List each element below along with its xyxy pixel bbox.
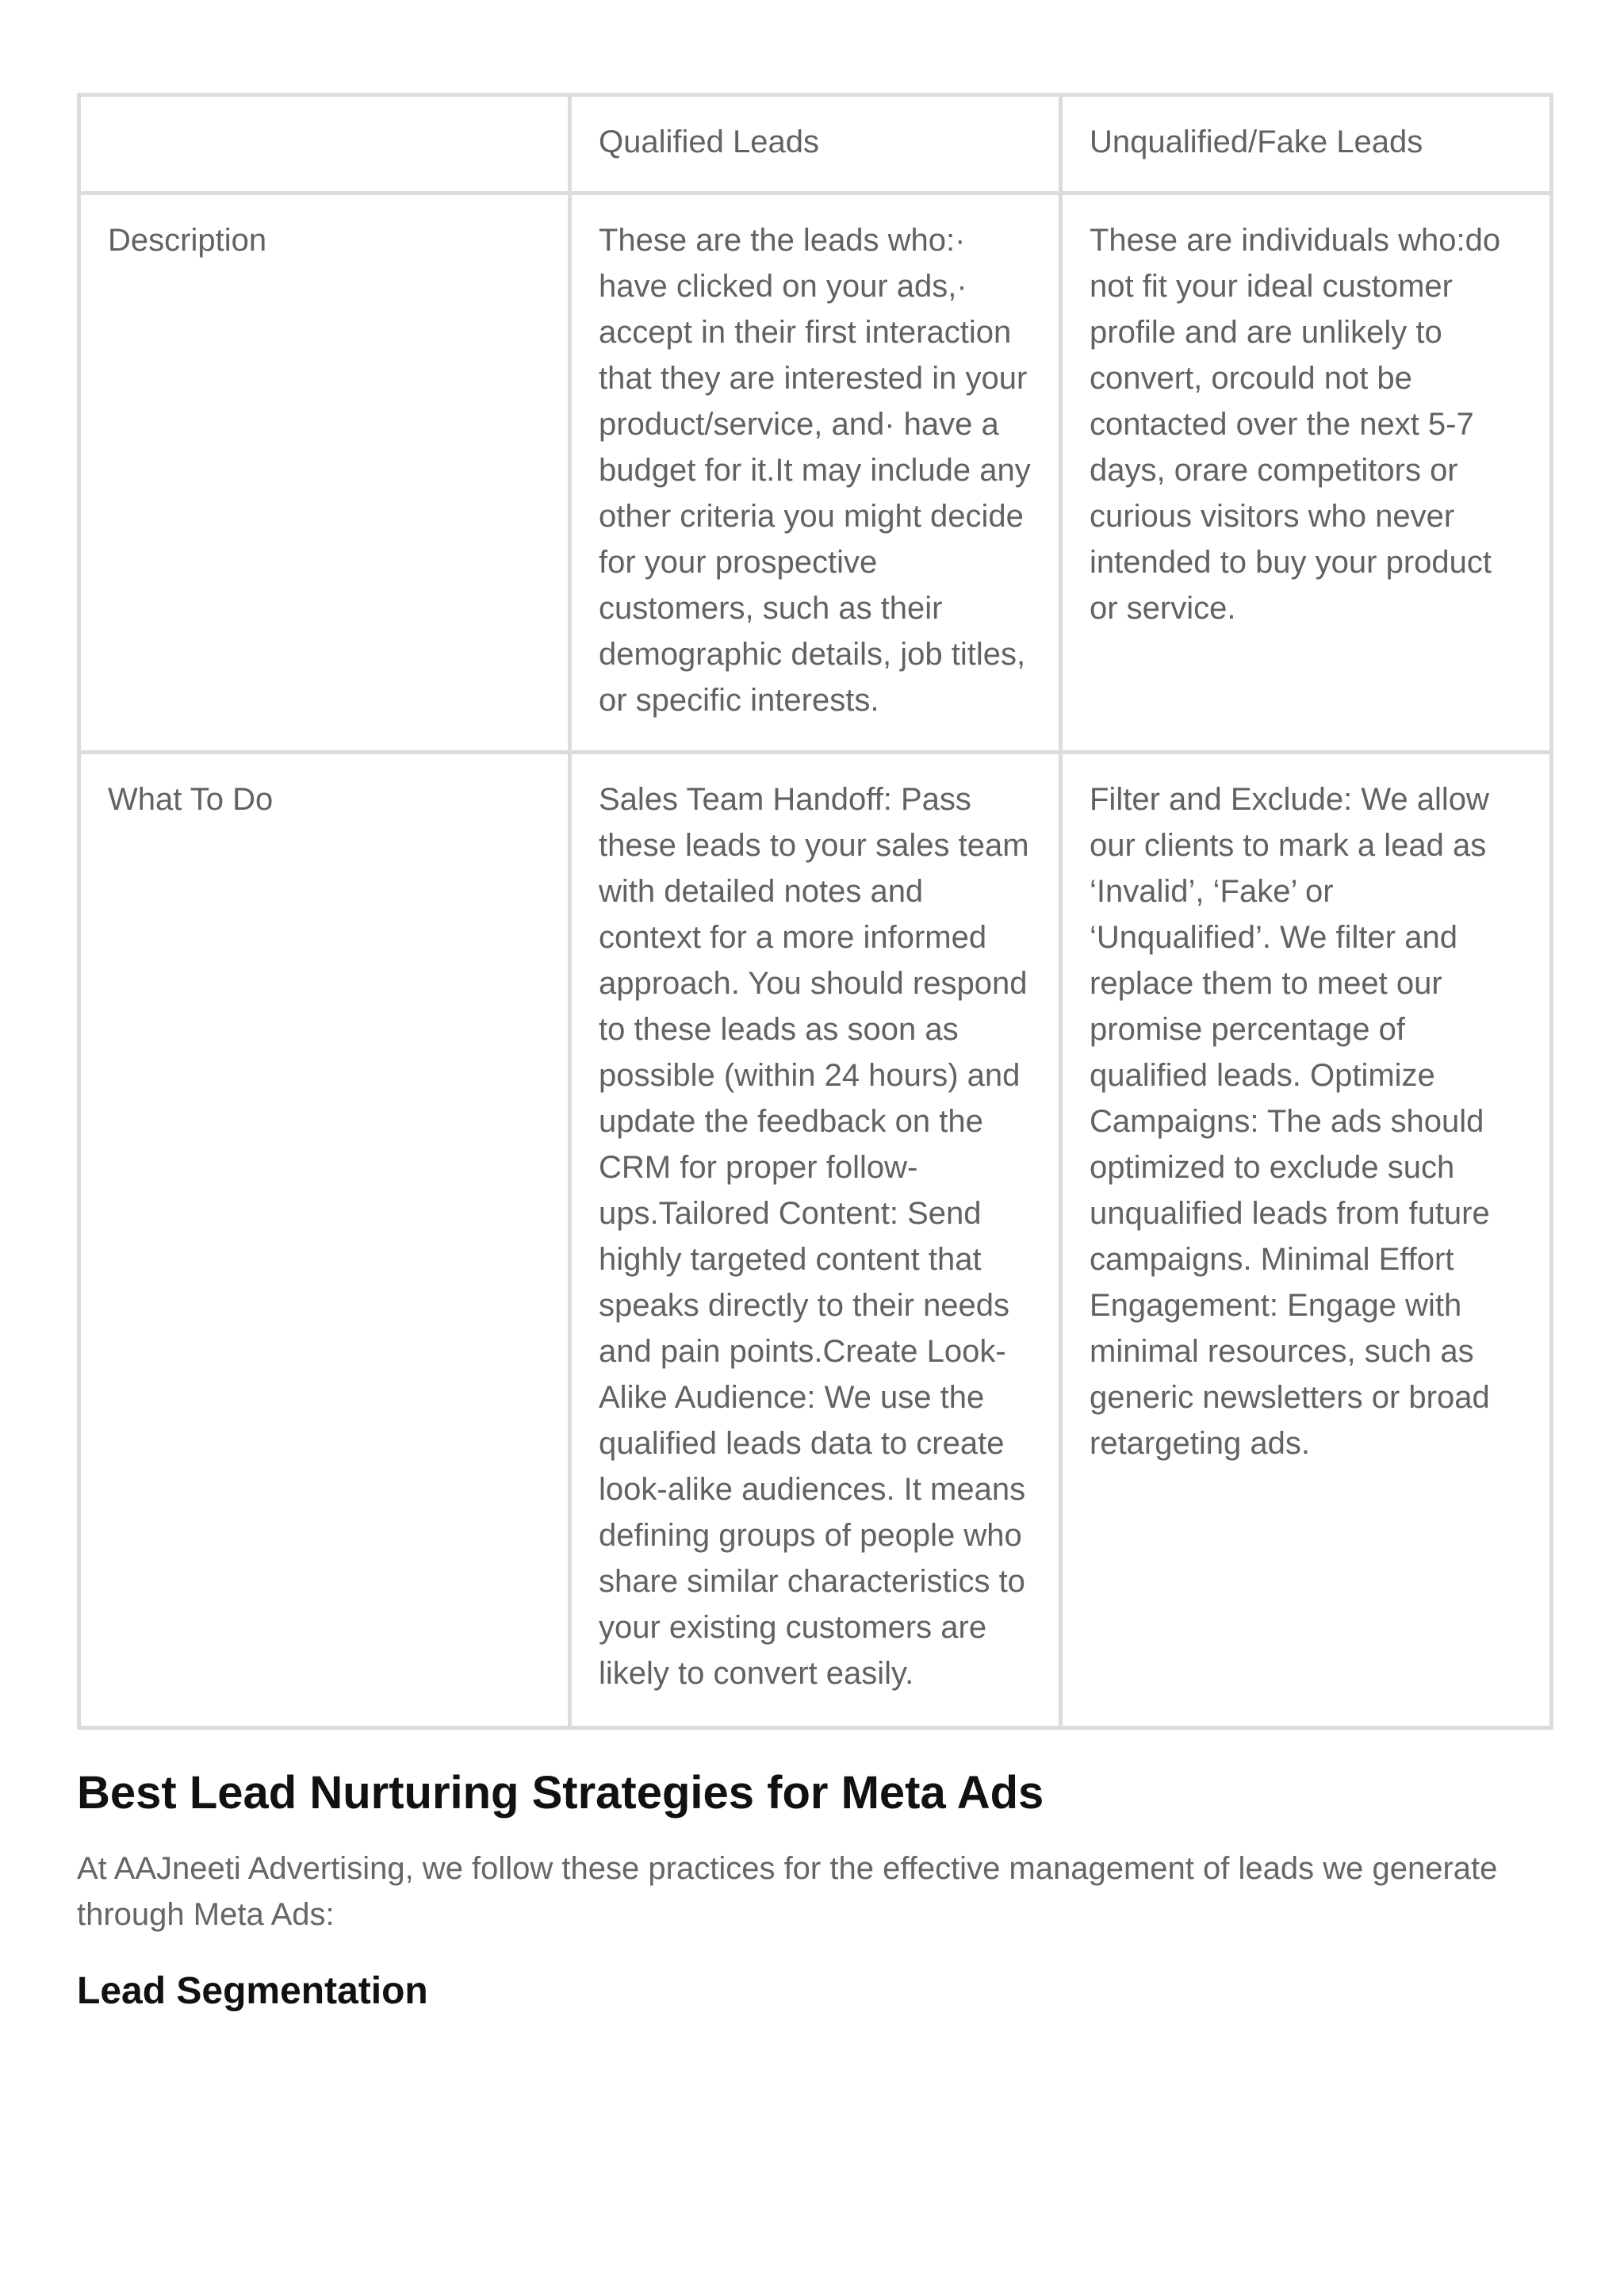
table-header-row: [79, 95, 1552, 194]
intro-paragraph: At AAJneeti Advertising, we follow these practices for the effective management of leads we generate through Meta Ads:: [77, 1851, 1498, 1932]
header-cell-empty: [79, 95, 570, 194]
cell-what-to-do-unqualified: Filter and Exclude: We allow our clients to mark a lead as ‘Invalid’, ‘Fake’ or ‘Unqualified’. We filter and replace them to meet our promise percentage of qualified leads. Optimize Campaigns: The ads should optimized to exclude such unqualified leads from future campaigns. Minimal Effort Engagement: Engage with minimal resources, such as generic newsletters or broad retargeting ads.: [1061, 753, 1552, 1728]
table-row-description: [79, 194, 1552, 753]
cell-what-to-do-qualified: Sales Team Handoff: Pass these leads to your sales team with detailed notes and context for a more informed approach. You should respond to these leads as soon as possible (within 24 hours) and update the feedback on the CRM for proper follow-ups.Tailored Content: Send highly targeted content that speaks directly to their needs and pain points.Create Look-Alike Audience: We use the qualified leads data to create look-alike audiences. It means defining groups of people who share similar characteristics to your existing customers are likely to convert easily.: [570, 753, 1061, 1728]
row-label-description: Description: [79, 194, 570, 753]
subsection-heading: Lead Segmentation: [77, 1970, 428, 2012]
row-label-what-to-do: What To Do: [79, 753, 570, 1728]
cell-description-qualified: These are the leads who:· have clicked on your ads,· accept in their first interaction that they are interested in your product/service, and· have a budget for it.It may include any other criteria you might decide for your prospective customers, such as their demographic details, job titles, or specific interests.: [570, 194, 1061, 753]
table-row-what-to-do: [79, 753, 1552, 1728]
section-heading: Best Lead Nurturing Strategies for Meta Ads: [77, 1767, 1044, 1819]
header-cell-unqualified-leads: Unqualified/Fake Leads: [1061, 95, 1552, 194]
header-cell-qualified-leads: Qualified Leads: [570, 95, 1061, 194]
cell-description-unqualified: These are individuals who:do not fit your ideal customer profile and are unlikely to convert, orcould not be contacted over the next 5-7 days, orare competitors or curious visitors who never intended to buy your product or service.: [1061, 194, 1552, 753]
comparison-table: [77, 93, 1553, 1730]
document-page: [77, 93, 1549, 2015]
